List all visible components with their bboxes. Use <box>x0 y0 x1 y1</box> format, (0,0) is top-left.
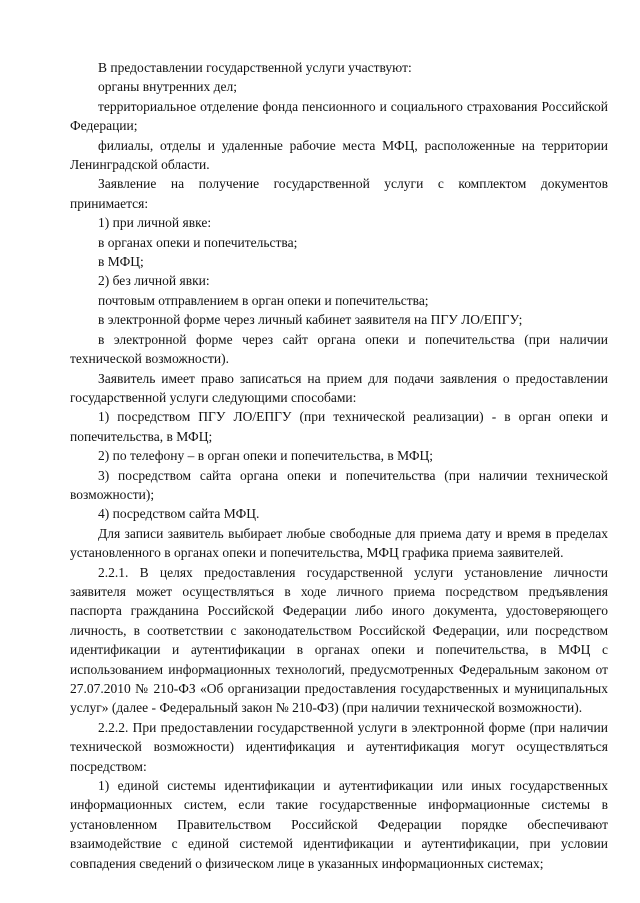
paragraph-in-person: 1) при личной явке: <box>98 215 212 231</box>
paragraph-appointment-site: 3) посредством сайта органа опеки и попечительства (при наличии технической возможности); <box>70 467 608 502</box>
paragraph-appointment-choice: Для записи заявитель выбирает любые свободные для приема дату и время в пределах установленного в органах опеки и попечительства, МФЦ графика приема заявителей. <box>70 525 608 561</box>
paragraph-application-accepted: Заявление на получение государственной услуги с комплектом документов принимается: <box>70 176 608 211</box>
paragraph-2-2-2-electronic: 2.2.2. При предоставлении государственной услуги в электронной форме (при наличии технической возможности) идентификация и аутентификация могут осуществляться посредством: <box>70 719 608 774</box>
paragraph-internal-affairs: органы внутренних дел; <box>98 79 238 95</box>
paragraph-mfc-branches: филиалы, отделы и удаленные рабочие места МФЦ, расположенные на территории Ленинградской области. <box>70 137 608 173</box>
paragraph-guardianship-bodies: в органах опеки и попечительства; <box>98 234 298 250</box>
paragraph-pension-fund: территориальное отделение фонда пенсионного и социального страхования Российской Федерации; <box>70 98 608 134</box>
paragraph-postal: почтовым отправлением в орган опеки и попечительства; <box>98 292 429 308</box>
paragraph-unified-identification: 1) единой системы идентификации и аутентификации или иных государственных информационных систем, если такие государственные информационные системы в установленном Правительством Российской Федерации порядке обеспечивают взаимодействие с единой системой идентификации и аутентификации, при условии совпадения сведений о физическом лице в указанных информационных системах; <box>70 778 608 871</box>
paragraph-2-2-1-identity: 2.2.1. В целях предоставления государственной услуги установление личности заявителя может осуществляться в ходе личного приема посредством предъявления паспорта гражданина Российской Федерации либо иного документа, удостоверяющего личность, в соответствии с законодательством Российской Федерации, или посредством идентификации и аутентификации в органах опеки и попечительства, в МФЦ с использованием информационных технологий, предусмотренных Федеральным законом от 27.07.2010 № 210-ФЗ «Об организации предоставления государственных и муниципальных услуг» (далее - Федеральный закон № 210-ФЗ) (при наличии технической возможности). <box>70 564 608 716</box>
document-body <box>70 58 608 873</box>
paragraph-in-mfc: в МФЦ; <box>98 254 144 270</box>
paragraph-appointment-mfc-site: 4) посредством сайта МФЦ. <box>98 506 260 522</box>
paragraph-participants-intro: В предоставлении государственной услуги участвуют: <box>98 60 412 75</box>
paragraph-appointment-portal: 1) посредством ПГУ ЛО/ЕПГУ (при технической реализации) - в орган опеки и попечительства, в МФЦ; <box>70 409 608 444</box>
paragraph-electronic-site: в электронной форме через сайт органа опеки и попечительства (при наличии технической возможности). <box>70 331 608 367</box>
paragraph-not-in-person: 2) без личной явки: <box>98 273 210 289</box>
paragraph-electronic-cabinet: в электронной форме через личный кабинет заявителя на ПГУ ЛО/ЕПГУ; <box>98 312 523 328</box>
paragraph-appointment-phone: 2) по телефону – в орган опеки и попечительства, в МФЦ; <box>98 448 434 464</box>
paragraph-appointment-right: Заявитель имеет право записаться на прием для подачи заявления о предоставлении государственной услуги следующими способами: <box>70 370 608 405</box>
